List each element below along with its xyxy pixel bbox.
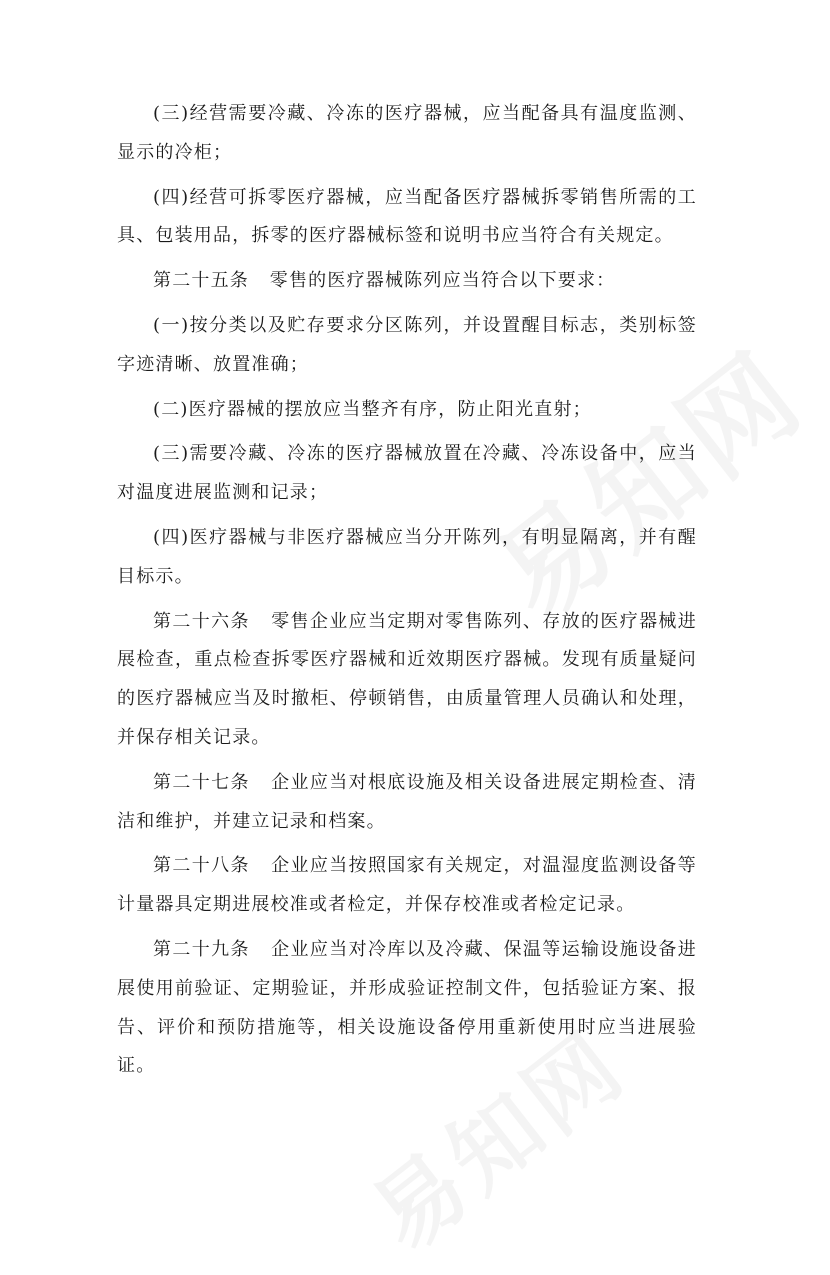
paragraph-text: (四)经营可拆零医疗器械，应当配备医疗器械拆零销售所需的工具、包装用品，拆零的医疗器械标签和说明书应当符合有关规定。	[117, 186, 697, 247]
article-text: 零售的医疗器械陈列应当符合以下要求：	[269, 270, 616, 292]
article-text: 企业应当对冷库以及冷藏、保温等运输设施设备进展使用前验证、定期验证，并形成验证控制文件，包括验证方案、报告、评价和预防措施等，相关设施设备停用重新使用时应当进展验证。	[117, 938, 698, 1077]
document-body	[117, 95, 697, 1092]
paragraph-text: (四)医疗器械与非医疗器械应当分开陈列，有明显隔离，并有醒目标示。	[117, 526, 697, 587]
article-number: 第二十八条	[153, 855, 250, 877]
article-text: 企业应当按照国家有关规定，对温湿度监测设备等计量器具定期进展校准或者检定，并保存校准或者检定记录。	[117, 855, 698, 916]
article-text: 零售企业应当定期对零售陈列、存放的医疗器械进展检查，重点检查拆零医疗器械和近效期医疗器械。发现有质量疑问的医疗器械应当及时撤柜、停顿销售，由质量管理人员确认和处理，并保存相关记录。	[117, 610, 698, 748]
article-28	[117, 847, 697, 925]
item-split-packaging	[117, 179, 697, 257]
article-25	[117, 262, 697, 301]
paragraph-text: (一)按分类以及贮存要求分区陈列，并设置醒目标志，类别标签字迹清晰、放置准确；	[117, 314, 697, 375]
article-text: 企业应当对根底设施及相关设备进展定期检查、清洁和维护，并建立记录和档案。	[117, 771, 698, 832]
article-number: 第二十九条	[153, 938, 250, 960]
item-orderly-placement	[117, 391, 697, 430]
item-category-display	[117, 307, 697, 385]
paragraph-text: (三)需要冷藏、冷冻的医疗器械放置在冷藏、冷冻设备中，应当对温度进展监测和记录；	[117, 443, 697, 504]
paragraph-text: (三)经营需要冷藏、冷冻的医疗器械，应当配备具有温度监测、显示的冷柜；	[117, 103, 697, 163]
item-separate-display	[117, 519, 697, 597]
article-26	[117, 603, 697, 758]
item-refrigerated-cabinet	[117, 95, 697, 173]
item-cold-storage-display	[117, 435, 697, 513]
article-29	[117, 931, 697, 1086]
article-27	[117, 764, 697, 842]
article-number: 第二十七条	[153, 771, 250, 793]
article-number: 第二十五条	[153, 270, 249, 292]
article-number: 第二十六条	[153, 610, 250, 632]
paragraph-text: (二)医疗器械的摆放应当整齐有序，防止阳光直射；	[153, 398, 592, 420]
